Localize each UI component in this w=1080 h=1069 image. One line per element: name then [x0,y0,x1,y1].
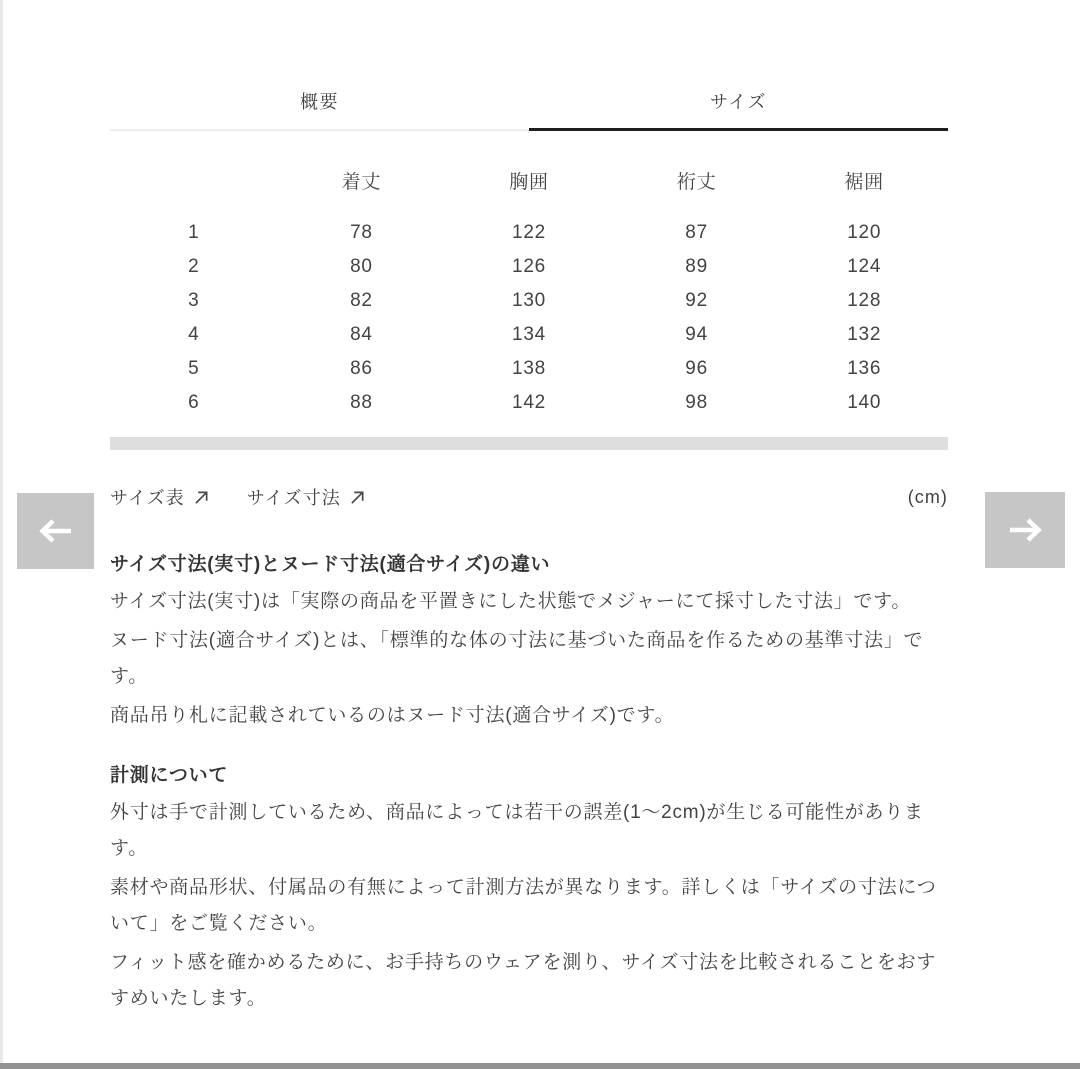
table-cell: 134 [512,324,546,345]
tab-size-label: サイズ [710,92,767,112]
section-paragraph: 外寸は手で計測しているため、商品によっては若干の誤差(1〜2cm)が生じる可能性があります。 [110,802,924,859]
external-link-arrow-icon [194,490,209,505]
table-row [110,250,948,284]
section-paragraph: ヌード寸法(適合サイズ)とは、「標準的な体の寸法に基づいた商品を作るための基準寸法」です。 [110,630,924,687]
table-cell: 87 [685,222,708,243]
size-notes [110,547,950,1020]
table-cell: 126 [512,256,546,277]
table-cell: 124 [847,256,882,277]
bottom-bar [0,1063,1080,1069]
size-label: 6 [188,392,200,413]
table-row [110,216,948,250]
section-paragraph: サイズ寸法(実寸)は「実際の商品を平置きにした状態でメジャーにて採寸した寸法」です。 [110,591,912,612]
table-cell: 142 [512,392,546,413]
arrow-right-icon [1006,515,1044,545]
table-cell: 94 [685,324,708,345]
tab-size[interactable] [529,84,948,131]
size-label: 1 [188,222,200,243]
table-horizontal-scrollbar[interactable] [110,437,948,450]
carousel-next-button[interactable] [985,492,1065,568]
section-paragraph: 商品吊り札に記載されているのはヌード寸法(適合サイズ)です。 [110,705,675,726]
size-chart-link-label: サイズ表 [110,488,185,508]
detail-tabs [110,84,948,131]
table-cell: 88 [350,392,373,413]
column-header: 胸囲 [509,171,549,193]
column-header: 裄丈 [676,171,717,193]
table-cell: 130 [512,290,546,311]
table-cell: 80 [350,256,373,277]
section-paragraph: フィット感を確かめるために、お手持ちのウェアを測り、サイズ寸法を比較されることをおすすめいたします。 [110,952,937,1009]
size-label: 5 [188,358,200,379]
links-row [110,482,948,512]
table-cell: 86 [350,358,373,379]
table-row [110,284,948,318]
table-cell: 96 [685,358,708,379]
size-table [110,162,948,420]
table-cell: 136 [847,358,882,379]
table-row [110,318,948,352]
tab-overview-label: 概要 [300,92,339,112]
size-table-header-row [110,162,948,198]
section-about-measuring [110,758,950,1017]
unit-label: (cm) [907,486,948,507]
table-cell: 132 [847,324,882,345]
table-cell: 89 [685,256,708,277]
table-row [110,386,948,420]
size-chart-link[interactable] [110,484,209,510]
size-label: 4 [188,324,200,345]
section-measurement-difference [110,547,950,734]
arrow-left-icon [37,516,75,546]
column-header: 着丈 [341,171,382,193]
table-cell: 128 [847,290,882,311]
table-cell: 120 [847,222,882,243]
table-cell: 84 [350,324,373,345]
table-row [110,352,948,386]
external-link-arrow-icon [350,490,365,505]
tab-overview[interactable] [110,84,529,131]
table-cell: 122 [512,222,546,243]
column-header: 裾囲 [844,171,884,193]
table-cell: 78 [350,222,373,243]
table-cell: 92 [685,290,708,311]
carousel-prev-button[interactable] [17,493,94,569]
section-heading: 計測について [110,765,229,786]
size-label: 2 [188,256,200,277]
size-measurements-link[interactable] [247,484,365,510]
size-label: 3 [188,290,200,311]
table-cell: 140 [847,392,882,413]
size-measurements-link-label: サイズ寸法 [246,488,341,508]
table-cell: 138 [512,358,546,379]
page-left-edge-line [0,0,3,1069]
section-heading: サイズ寸法(実寸)とヌード寸法(適合サイズ)の違い [110,554,551,575]
section-paragraph: 素材や商品形状、付属品の有無によって計測方法が異なります。詳しくは「サイズの寸法について」をご覧ください。 [110,877,937,934]
table-cell: 82 [350,290,373,311]
table-cell: 98 [685,392,708,413]
